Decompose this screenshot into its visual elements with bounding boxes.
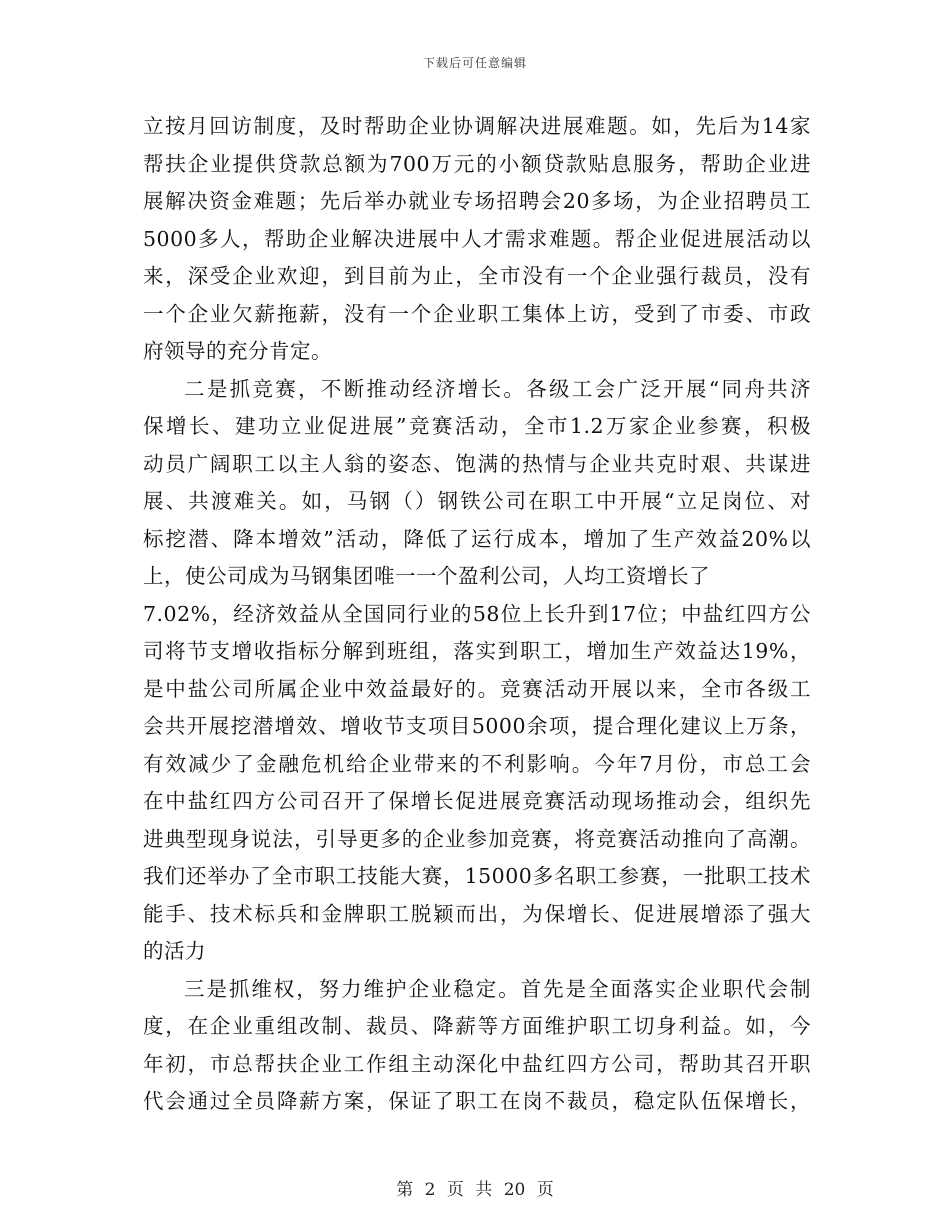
text-line: 有效减少了金融危机给企业带来的不利影响。今年7月份，市总工会 [143, 751, 811, 776]
text-line: 代会通过全员降薪方案，保证了职工在岗不裁员，稳定队伍保增长， [143, 1089, 811, 1113]
text-line: 5000多人，帮助企业解决进展中人才需求难题。帮企业促进展活动以 [143, 226, 811, 251]
text-line: 是中盐公司所属企业中效益最好的。竞赛活动开展以来，全市各级工 [143, 676, 811, 701]
text-line: 在中盐红四方公司召开了保增长促进展竞赛活动现场推动会，组织先 [143, 789, 811, 813]
paragraph [143, 971, 811, 1121]
text-line: 帮扶企业提供贷款总额为700万元的小额贷款贴息服务，帮助企业进 [143, 151, 811, 176]
text-line: 上，使公司成为马钢集团唯一一个盈利公司，人均工资增长了 [143, 564, 710, 588]
text-line: 的活力 [143, 939, 206, 963]
text-line: 展、共渡难关。如，马钢（）钢铁公司在职工中开展“立足岗位、对 [143, 489, 811, 513]
text-line: 年初，市总帮扶企业工作组主动深化中盐红四方公司，帮助其召开职 [143, 1051, 811, 1076]
text-line: 会共开展挖潜增效、增收节支项目5000余项，提合理化建议上万条， [143, 714, 811, 738]
text-line: 标挖潜、降本增效”活动，降低了运行成本，增加了生产效益20%以 [143, 526, 811, 551]
text-line: 能手、技术标兵和金牌职工脱颖而出，为保增长、促进展增添了强大 [143, 901, 811, 926]
text-line: 三是抓维权，努力维护企业稳定。首先是全面落实企业职代会制 [184, 976, 811, 1001]
text-line: 度，在企业重组改制、裁员、降薪等方面维护职工切身利益。如，今 [143, 1014, 811, 1038]
paragraph [143, 108, 811, 371]
paragraph [143, 371, 811, 971]
page-header: 下载后可任意编辑 [422, 56, 527, 70]
text-line: 保增长、建功立业促进展”竞赛活动，全市1.2万家企业参赛，积极 [143, 414, 811, 438]
text-line: 动员广阔职工以主人翁的姿态、饱满的热情与企业共克时艰、共谋进 [143, 451, 811, 476]
page-number: 第 2 页 共 20 页 [396, 1180, 554, 1200]
text-line: 司将节支增收指标分解到班组，落实到职工，增加生产效益达19%， [143, 639, 811, 663]
document-body [143, 108, 811, 1121]
text-line: 展解决资金难题；先后举办就业专场招聘会20多场，为企业招聘员工 [143, 189, 811, 213]
text-line: 一个企业欠薪拖薪，没有一个企业职工集体上访，受到了市委、市政 [143, 301, 811, 326]
text-line: 7.02%，经济效益从全国同行业的58位上长升到17位；中盐红四方公 [143, 601, 811, 626]
text-line: 来，深受企业欢迎，到目前为止，全市没有一个企业强行裁员，没有 [143, 264, 811, 288]
text-line: 立按月回访制度，及时帮助企业协调解决进展难题。如，先后为14家 [143, 114, 811, 138]
text-line: 府领导的充分肯定。 [143, 339, 332, 363]
text-line: 二是抓竞赛，不断推动经济增长。各级工会广泛开展“同舟共济 [184, 376, 811, 401]
text-line: 进典型现身说法，引导更多的企业参加竞赛，将竞赛活动推向了高潮。 [143, 826, 811, 851]
text-line: 我们还举办了全市职工技能大赛，15000多名职工参赛，一批职工技术 [143, 864, 811, 888]
